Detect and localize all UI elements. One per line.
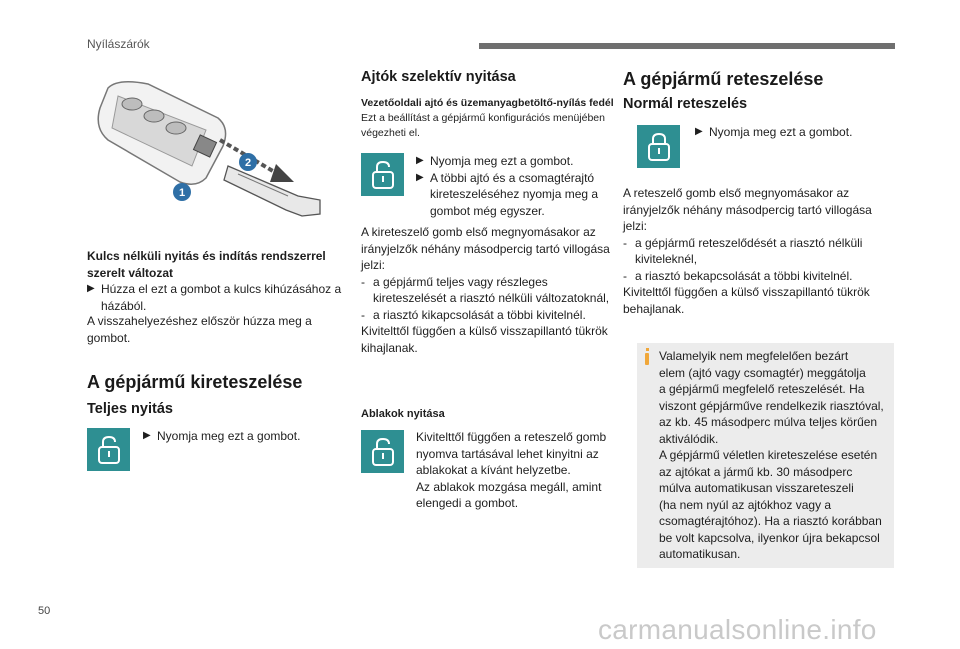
keyless-heading: Kulcs nélküli nyitás és indítás rendszerrel szerelt változat — [87, 249, 326, 280]
arrow-bullet-icon: ▶ — [87, 283, 95, 294]
selective-bullet-2 — [416, 170, 616, 220]
lock-dash-1: - a gépjármű reteszelődését a riasztó nélküli kiviteleknél, — [623, 235, 893, 268]
lock-title: A gépjármű reteszelése — [623, 69, 824, 89]
callout-1-label: 1 — [178, 187, 186, 199]
info-line: viszont gépjárműve rendelkezik riasztóval, — [659, 398, 884, 413]
normal-lock-bullet — [695, 124, 885, 141]
selective-bullet-2-text: A többi ajtó és a csomagtérajtó kireteszeléséhez nyomja meg a gombot még egyszer. — [430, 170, 599, 218]
watermark: carmanualsonline.info — [598, 614, 877, 645]
info-line: múlva automatikusan visszareteszeli — [659, 481, 854, 495]
info-line: A gépjármű véletlen kireteszelése esetén — [659, 448, 878, 462]
lock-dash-2-text: a riasztó bekapcsolását a többi kivitelnél. — [635, 268, 853, 283]
info-line: aktiválódik. — [659, 431, 719, 446]
keyless-bullet — [87, 281, 342, 314]
selective-dash-1-text: a gépjármű teljes vagy részleges kireteszelését a riasztó nélküli változatoknál, — [373, 274, 610, 305]
lock-closed-icon — [637, 125, 680, 168]
selective-bullet-1 — [416, 153, 616, 170]
info-line: elem (ajtó vagy csomagtér) meggátolja — [659, 365, 866, 380]
callout-2-label: 2 — [244, 157, 252, 169]
arrow-bullet-icon: ▶ — [695, 126, 703, 137]
windows-text: Kivitelttől függően a reteszelő gomb nyomva tartásával lehet kinyitni az ablakokat a kívánt helyzetbe. — [416, 430, 607, 477]
lock-open-icon — [361, 153, 404, 196]
windows-text-2: Az ablakok mozgása megáll, amint elengedi a gombot. — [416, 479, 602, 510]
key-fob-image — [88, 78, 330, 238]
lock-dash-1-text: a gépjármű reteszelődését a riasztó nélküli kiviteleknél, — [635, 235, 863, 266]
keyless-bullet-text: Húzza el ezt a gombot a kulcs kihúzásához a házából. — [101, 282, 342, 313]
lock-description — [623, 185, 893, 317]
normal-lock-bullet-text: Nyomja meg ezt a gombot. — [709, 125, 853, 139]
lock-intro: A reteszelő gomb első megnyomásakor az irányjelzők néhány másodpercig tartó villogása jelzi: — [623, 186, 872, 233]
page-number: 50 — [38, 605, 51, 617]
info-box — [637, 343, 894, 568]
info-line: a gépjármű megfelelő reteszelését. Ha — [659, 382, 865, 396]
info-icon — [645, 353, 649, 365]
info-line: az kb. 45 másodperc múlva teljes körűen — [659, 415, 878, 429]
info-line: automatikusan. — [659, 547, 741, 561]
selective-subtext: Ezt a beállítást a gépjármű konfigurációs menüjében végezheti el. — [361, 112, 605, 139]
arrow-bullet-icon: ▶ — [416, 171, 424, 183]
info-line: az ajtókat a jármű kb. 30 másodperc — [659, 464, 853, 479]
selective-description — [361, 224, 621, 356]
info-line: be volt kapcsolva, ilyenkor újra bekapcsol — [659, 530, 880, 545]
info-line: (ha nem nyúl az ajtókhoz vagy a — [659, 497, 832, 512]
unlock-title: A gépjármű kireteszelése — [87, 372, 303, 392]
info-text — [659, 348, 887, 563]
header-bar — [479, 43, 895, 49]
windows-text-block — [416, 429, 616, 512]
selective-bullet-1-text: Nyomja meg ezt a gombot. — [430, 154, 574, 168]
section-title: Nyílászárók — [87, 37, 150, 51]
key-illustration — [88, 78, 330, 238]
selective-dash-2: - a riasztó kikapcsolását a többi kivitelnél. — [361, 307, 586, 322]
info-icon-dot — [646, 348, 649, 351]
lock-open-icon — [87, 428, 130, 471]
selective-dash-2-text: a riasztó kikapcsolását a többi kivitelnél. — [373, 307, 586, 322]
arrow-bullet-icon: ▶ — [143, 430, 151, 441]
selective-title: Ajtók szelektív nyitása — [361, 69, 516, 85]
selective-subheading: Vezetőoldali ajtó és üzemanyagbetöltő-nyílás fedél — [361, 97, 614, 109]
arrow-bullet-icon: ▶ — [416, 155, 424, 166]
full-open-title: Teljes nyitás — [87, 401, 173, 417]
selective-dash-1: - a gépjármű teljes vagy részleges kireteszelését a riasztó nélküli változatoknál, — [361, 274, 621, 307]
normal-lock-title: Normál reteszelés — [623, 96, 748, 112]
selective-bullets — [416, 153, 616, 219]
selective-mirror-text: Kivitelttől függően a külső visszapillantó tükrök kihajlanak. — [361, 324, 608, 355]
lock-open-icon — [361, 430, 404, 473]
windows-heading: Ablakok nyitása — [361, 408, 445, 420]
selective-intro: A kireteszelő gomb első megnyomásakor az irányjelzők néhány másodpercig tartó villogása jelzi: — [361, 225, 610, 272]
info-line: Valamelyik nem megfelelően bezárt — [659, 349, 849, 363]
full-open-bullet-text: Nyomja meg ezt a gombot. — [157, 429, 301, 443]
full-open-bullet — [143, 428, 333, 445]
keyless-text: A visszahelyezéshez először húzza meg a gombot. — [87, 314, 312, 345]
info-line: csomagtérajtóhoz). Ha a riasztó korábban — [659, 514, 882, 528]
lock-dash-2: - a riasztó bekapcsolását a többi kivitelnél. — [623, 268, 853, 283]
lock-mirror-text: Kivitelttől függően a külső visszapillantó tükrök behajlanak. — [623, 285, 870, 316]
